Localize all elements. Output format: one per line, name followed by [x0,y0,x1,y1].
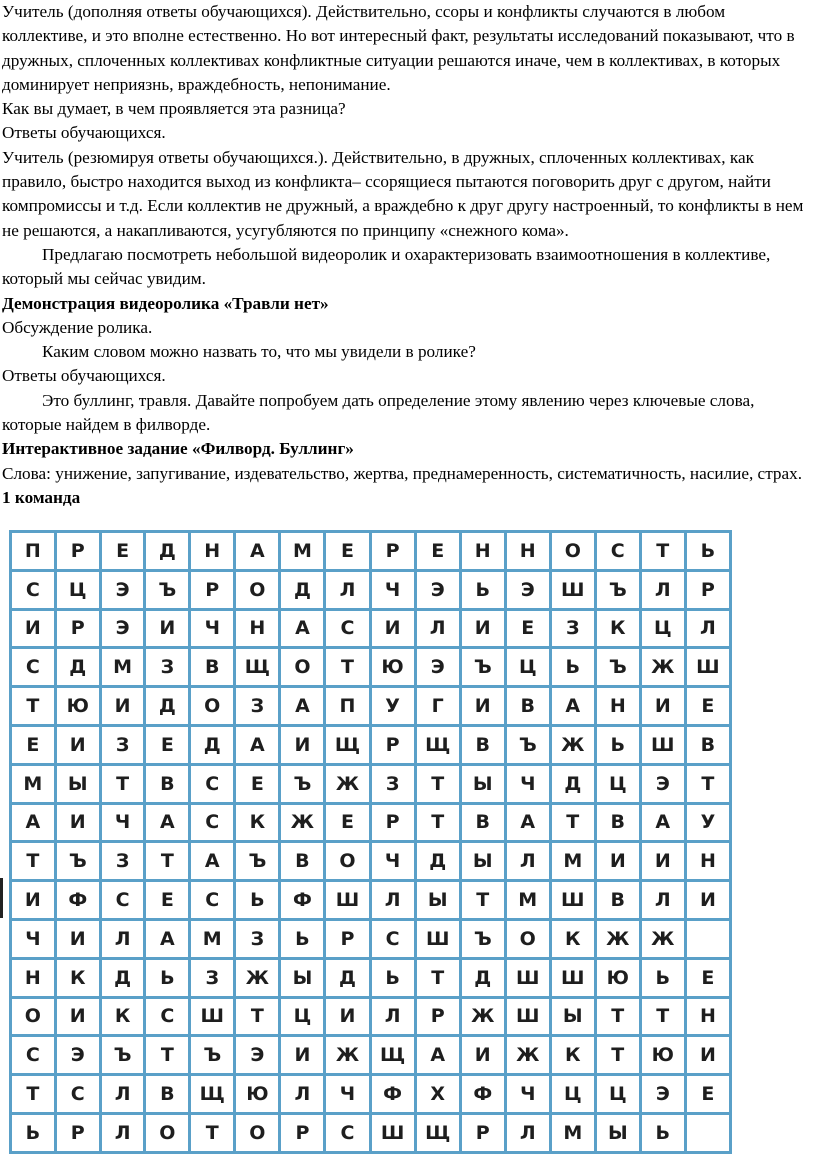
grid-cell[interactable]: Ч [370,842,415,881]
grid-cell[interactable]: Р [370,803,415,842]
grid-cell[interactable]: С [11,648,56,687]
grid-cell[interactable]: Ъ [100,1036,145,1075]
grid-cell[interactable]: В [190,648,235,687]
grid-cell[interactable]: Е [415,532,460,571]
grid-cell[interactable]: Н [505,532,550,571]
grid-cell[interactable]: О [145,1113,190,1152]
grid-cell[interactable]: Ш [640,725,685,764]
grid-row [11,1113,731,1152]
grid-cell[interactable]: Т [415,958,460,997]
grid-cell[interactable]: Т [190,1113,235,1152]
grid-cell[interactable]: О [11,997,56,1036]
grid-cell[interactable]: Ц [640,609,685,648]
grid-cell[interactable]: Е [11,725,56,764]
grid-cell[interactable]: Ф [280,881,325,920]
grid-cell[interactable]: А [235,725,280,764]
grid-cell[interactable]: Т [100,764,145,803]
grid-cell[interactable]: О [280,648,325,687]
grid-cell[interactable]: Ш [505,958,550,997]
grid-cell[interactable]: Э [235,1036,280,1075]
grid-cell[interactable]: Т [11,842,56,881]
grid-cell[interactable]: Ч [325,1075,370,1114]
grid-cell[interactable]: Ц [505,648,550,687]
grid-cell[interactable]: Н [685,997,730,1036]
grid-cell[interactable]: Т [415,803,460,842]
grid-cell[interactable]: Ц [595,764,640,803]
paragraph-teacher-1: Учитель (дополняя ответы обучающихся). Действительно, ссоры и конфликты случаются в любом коллективе, и это вполне естественно. Но вот интересный факт, результаты исследований показывают, что в дружных, сплоченных коллективах конфликтные ситуации решаются иначе, чем в коллективах, в которых доминирует неприязнь, враждебность, непонимание. [2,2,795,94]
grid-cell[interactable]: В [460,725,505,764]
heading-team-1: 1 команда [2,487,81,507]
grid-cell[interactable]: С [145,997,190,1036]
grid-cell[interactable]: Э [640,764,685,803]
grid-cell[interactable]: И [100,687,145,726]
grid-cell[interactable]: А [415,1036,460,1075]
grid-cell[interactable]: Т [595,997,640,1036]
grid-cell[interactable]: Д [145,532,190,571]
grid-cell[interactable]: Р [190,570,235,609]
grid-cell[interactable]: Р [370,532,415,571]
grid-cell[interactable]: Ж [595,919,640,958]
word-search-grid-container [9,530,732,1176]
paragraph-word-list: Слова: унижение, запугивание, издевательство, жертва, преднамеренность, систематичность, насилие, страх. [2,463,803,483]
grid-cell[interactable]: К [550,1036,595,1075]
grid-cell[interactable]: З [235,919,280,958]
grid-cell[interactable]: Ц [550,1075,595,1114]
grid-cell[interactable]: Ы [550,997,595,1036]
grid-cell[interactable]: М [505,881,550,920]
grid-cell[interactable]: И [370,609,415,648]
grid-cell[interactable]: Ъ [280,764,325,803]
grid-cell[interactable]: Ъ [505,725,550,764]
grid-cell[interactable]: Н [685,842,730,881]
grid-cell[interactable]: Е [685,958,730,997]
grid-cell[interactable]: Ь [145,958,190,997]
grid-cell[interactable]: Ж [640,919,685,958]
grid-cell[interactable]: Ф [460,1075,505,1114]
grid-cell[interactable]: М [280,532,325,571]
paragraph-video-intro: Предлагаю посмотреть небольшой видеоролик и охарактеризовать взаимоотношения в коллективе, который мы сейчас увидим. [2,244,771,289]
grid-cell[interactable]: Ж [325,1036,370,1075]
grid-cell[interactable]: А [190,842,235,881]
grid-cell[interactable]: А [505,803,550,842]
grid-cell[interactable]: И [640,687,685,726]
grid-row [11,648,731,687]
grid-cell[interactable]: С [11,1036,56,1075]
grid-cell[interactable]: Т [640,997,685,1036]
grid-cell[interactable]: Н [11,958,56,997]
grid-row [11,842,731,881]
grid-cell[interactable]: Г [415,687,460,726]
grid-cell[interactable]: Ш [550,958,595,997]
grid-cell[interactable]: О [505,919,550,958]
grid-cell[interactable]: Ъ [595,570,640,609]
grid-cell[interactable]: С [11,570,56,609]
grid-cell[interactable]: Ь [640,1113,685,1152]
grid-cell[interactable]: И [280,1036,325,1075]
page-edge-mark [0,878,3,918]
grid-cell[interactable]: Д [145,687,190,726]
grid-cell[interactable]: Ш [190,997,235,1036]
grid-cell[interactable]: Ж [640,648,685,687]
grid-cell[interactable]: Ь [235,881,280,920]
grid-cell[interactable]: Ц [55,570,100,609]
grid-cell[interactable]: Ч [11,919,56,958]
grid-cell[interactable]: Щ [370,1036,415,1075]
grid-cell[interactable]: И [280,725,325,764]
grid-row [11,725,731,764]
grid-cell[interactable]: З [235,687,280,726]
grid-cell[interactable]: В [595,803,640,842]
grid-cell[interactable]: Л [505,842,550,881]
grid-cell[interactable]: Ч [505,764,550,803]
grid-cell[interactable]: С [190,764,235,803]
grid-cell[interactable]: Ш [370,1113,415,1152]
grid-cell[interactable]: Т [685,764,730,803]
grid-cell[interactable]: Л [640,570,685,609]
grid-cell[interactable]: Р [55,1113,100,1152]
grid-cell[interactable]: С [190,881,235,920]
grid-cell[interactable]: Л [100,1075,145,1114]
grid-cell[interactable]: К [100,997,145,1036]
grid-row [11,609,731,648]
paragraph-discussion: Обсуждение ролика. [2,317,153,337]
grid-cell[interactable]: Ы [595,1113,640,1152]
grid-cell[interactable]: Р [55,532,100,571]
grid-cell[interactable]: П [325,687,370,726]
grid-cell[interactable]: Л [325,570,370,609]
grid-cell[interactable]: И [640,842,685,881]
grid-cell[interactable]: И [595,842,640,881]
paragraph-question: Как вы думает, в чем проявляется эта разница? [2,99,346,119]
grid-cell[interactable]: Ф [55,881,100,920]
grid-cell[interactable]: Р [280,1113,325,1152]
grid-cell[interactable]: Е [145,881,190,920]
grid-cell[interactable]: Щ [325,725,370,764]
grid-cell[interactable]: Ч [190,609,235,648]
grid-cell[interactable]: Э [100,570,145,609]
grid-cell[interactable]: В [145,764,190,803]
grid-row [11,881,731,920]
grid-cell[interactable]: Ж [280,803,325,842]
grid-cell[interactable]: С [55,1075,100,1114]
grid-cell[interactable]: Т [325,648,370,687]
grid-cell[interactable]: Т [640,532,685,571]
grid-cell[interactable]: Т [235,997,280,1036]
grid-cell[interactable]: Р [415,997,460,1036]
grid-cell[interactable]: Ъ [460,648,505,687]
grid-row [11,764,731,803]
grid-cell[interactable]: Д [550,764,595,803]
grid-cell[interactable]: Ь [370,958,415,997]
grid-cell[interactable]: Ш [415,919,460,958]
grid-cell[interactable]: Ь [11,1113,56,1152]
grid-cell[interactable]: Л [100,1113,145,1152]
grid-cell[interactable]: Ш [505,997,550,1036]
grid-cell[interactable]: Ц [595,1075,640,1114]
heading-interactive-task: Интерактивное задание «Филворд. Буллинг» [2,439,354,459]
paragraph-bullying-definition: Это буллинг, травля. Давайте попробуем дать определение этому явлению через ключевые слова, которые найдем в филворде. [2,390,755,435]
grid-cell[interactable]: Ь [640,958,685,997]
grid-cell[interactable]: Т [550,803,595,842]
grid-cell[interactable]: Ь [280,919,325,958]
grid-cell[interactable]: О [190,687,235,726]
grid-cell[interactable]: Н [595,687,640,726]
grid-cell[interactable]: Т [145,842,190,881]
grid-cell[interactable]: Ю [640,1036,685,1075]
grid-cell[interactable]: У [370,687,415,726]
grid-cell[interactable]: Е [325,532,370,571]
grid-cell[interactable]: Д [325,958,370,997]
grid-cell[interactable]: Л [100,919,145,958]
grid-cell[interactable]: И [11,609,56,648]
grid-cell[interactable]: М [550,842,595,881]
grid-cell[interactable]: Ч [505,1075,550,1114]
grid-cell[interactable]: Ж [505,1036,550,1075]
grid-cell[interactable]: Д [415,842,460,881]
grid-cell[interactable]: Е [505,609,550,648]
grid-cell[interactable]: И [460,1036,505,1075]
grid-cell[interactable]: Л [640,881,685,920]
grid-cell[interactable]: Р [685,570,730,609]
grid-row [11,803,731,842]
grid-cell[interactable]: Л [505,1113,550,1152]
grid-cell[interactable]: П [11,532,56,571]
grid-cell[interactable] [685,1113,730,1152]
grid-cell[interactable]: И [55,803,100,842]
grid-cell[interactable]: А [145,803,190,842]
grid-cell[interactable]: З [190,958,235,997]
grid-cell[interactable]: К [235,803,280,842]
grid-cell[interactable]: Ъ [235,842,280,881]
grid-cell[interactable]: В [460,803,505,842]
grid-cell[interactable]: С [595,532,640,571]
grid-cell[interactable]: Р [370,725,415,764]
grid-cell[interactable]: И [685,1036,730,1075]
grid-cell[interactable]: Ы [415,881,460,920]
grid-cell[interactable]: Н [190,532,235,571]
grid-cell[interactable]: В [595,881,640,920]
grid-cell[interactable]: Е [325,803,370,842]
grid-cell[interactable]: Х [415,1075,460,1114]
grid-cell[interactable]: Т [595,1036,640,1075]
grid-cell[interactable]: Д [100,958,145,997]
grid-cell[interactable]: Э [415,570,460,609]
grid-cell[interactable]: Ш [685,648,730,687]
grid-cell[interactable]: З [550,609,595,648]
grid-cell[interactable]: С [100,881,145,920]
grid-cell[interactable]: Ъ [190,1036,235,1075]
grid-cell[interactable]: Д [190,725,235,764]
grid-cell[interactable]: Ж [325,764,370,803]
grid-cell[interactable]: Ж [550,725,595,764]
grid-cell[interactable]: Е [685,1075,730,1114]
grid-cell[interactable]: И [685,881,730,920]
grid-cell[interactable]: Э [100,609,145,648]
grid-cell[interactable]: О [550,532,595,571]
grid-cell[interactable]: А [145,919,190,958]
grid-cell[interactable]: Ю [55,687,100,726]
grid-cell[interactable]: Е [145,725,190,764]
grid-cell[interactable]: В [505,687,550,726]
grid-cell[interactable]: М [190,919,235,958]
grid-cell[interactable]: Т [415,764,460,803]
grid-cell[interactable]: Щ [415,1113,460,1152]
grid-cell[interactable]: А [280,609,325,648]
grid-cell[interactable]: С [325,1113,370,1152]
grid-cell[interactable]: Ъ [460,919,505,958]
grid-cell[interactable]: Р [460,1113,505,1152]
grid-cell[interactable]: Ч [100,803,145,842]
grid-cell[interactable]: Э [55,1036,100,1075]
grid-cell[interactable]: Ш [550,570,595,609]
grid-cell[interactable]: Л [280,1075,325,1114]
grid-cell[interactable]: Щ [235,648,280,687]
grid-cell[interactable]: И [145,609,190,648]
grid-cell[interactable]: В [685,725,730,764]
grid-cell[interactable]: Э [415,648,460,687]
grid-cell[interactable]: Н [460,532,505,571]
grid-cell[interactable]: Р [55,609,100,648]
grid-cell[interactable]: Э [505,570,550,609]
document-page [0,0,814,510]
grid-cell[interactable]: Д [280,570,325,609]
grid-cell[interactable]: Ы [55,764,100,803]
grid-cell[interactable]: А [11,803,56,842]
grid-cell[interactable]: Л [685,609,730,648]
grid-row [11,919,731,958]
grid-cell[interactable]: Ы [460,764,505,803]
grid-cell[interactable] [685,919,730,958]
grid-cell[interactable]: З [100,725,145,764]
grid-cell[interactable]: О [325,842,370,881]
grid-cell[interactable]: Э [640,1075,685,1114]
grid-cell[interactable]: Е [100,532,145,571]
paragraph-question-2: Каким словом можно назвать то, что мы увидели в ролике? [42,342,476,362]
grid-cell[interactable]: Т [145,1036,190,1075]
grid-cell[interactable]: Д [55,648,100,687]
word-search-grid [9,530,732,1154]
grid-cell[interactable]: Т [11,1075,56,1114]
grid-cell[interactable]: Ь [685,532,730,571]
grid-cell[interactable]: И [55,725,100,764]
grid-cell[interactable]: Д [460,958,505,997]
grid-cell[interactable]: Т [11,687,56,726]
grid-cell[interactable]: К [550,919,595,958]
grid-cell[interactable]: Е [685,687,730,726]
grid-cell[interactable]: И [325,997,370,1036]
grid-cell[interactable]: И [55,997,100,1036]
grid-cell[interactable]: М [100,648,145,687]
grid-cell[interactable]: Ж [460,997,505,1036]
grid-cell[interactable]: Ю [370,648,415,687]
grid-cell[interactable]: У [685,803,730,842]
grid-cell[interactable]: А [280,687,325,726]
grid-cell[interactable]: Л [415,609,460,648]
grid-cell[interactable]: Р [325,919,370,958]
grid-cell[interactable]: Ж [235,958,280,997]
grid-cell[interactable]: Ы [460,842,505,881]
grid-row [11,958,731,997]
grid-cell[interactable]: Ц [280,997,325,1036]
grid-cell[interactable]: З [370,764,415,803]
grid-cell[interactable]: М [11,764,56,803]
grid-row [11,687,731,726]
grid-cell[interactable]: Ь [460,570,505,609]
paragraph-student-answers-2: Ответы обучающихся. [2,366,166,386]
grid-cell[interactable]: Ъ [595,648,640,687]
grid-row [11,1036,731,1075]
grid-cell[interactable]: К [595,609,640,648]
grid-row [11,997,731,1036]
grid-cell[interactable]: Ш [550,881,595,920]
grid-cell[interactable]: В [280,842,325,881]
grid-cell[interactable]: Л [370,997,415,1036]
grid-cell[interactable]: А [640,803,685,842]
grid-cell[interactable]: Щ [190,1075,235,1114]
grid-cell[interactable]: С [325,609,370,648]
grid-cell[interactable]: Ю [595,958,640,997]
heading-video-demo: Демонстрация видеоролика «Травли нет» [2,293,329,313]
grid-cell[interactable]: И [460,609,505,648]
grid-cell[interactable]: З [145,648,190,687]
grid-cell[interactable]: И [460,687,505,726]
grid-cell[interactable]: З [100,842,145,881]
grid-cell[interactable]: Ч [370,570,415,609]
grid-cell[interactable]: Ъ [145,570,190,609]
grid-cell[interactable]: А [235,532,280,571]
grid-cell[interactable]: С [190,803,235,842]
grid-cell[interactable]: О [235,1113,280,1152]
paragraph-teacher-2: Учитель (резюмируя ответы обучающихся.). Действительно, в дружных, сплоченных коллективах, как правило, быстро находится выход из конфликта– ссорящиеся пытаются поговорить друг с другом, найти компромиссы и т.д. Если коллектив не дружный, а враждебно к друг другу настроенный, то конфликты в нем не решаются, а накапливаются, усугубляются по принципу «снежного кома». [2,147,804,240]
grid-row [11,570,731,609]
grid-cell[interactable]: В [145,1075,190,1114]
paragraph-student-answers-1: Ответы обучающихся. [2,123,166,143]
grid-cell[interactable]: Щ [415,725,460,764]
grid-cell[interactable]: Л [370,881,415,920]
grid-cell[interactable]: М [550,1113,595,1152]
grid-cell[interactable]: О [235,570,280,609]
grid-cell[interactable]: Н [235,609,280,648]
grid-cell[interactable]: Ь [550,648,595,687]
grid-cell[interactable]: К [55,958,100,997]
grid-cell[interactable]: Ф [370,1075,415,1114]
grid-row [11,532,731,571]
grid-cell[interactable]: Ы [280,958,325,997]
grid-cell[interactable]: И [11,881,56,920]
grid-cell[interactable]: Ш [325,881,370,920]
grid-cell[interactable]: А [550,687,595,726]
grid-cell[interactable]: Ю [235,1075,280,1114]
grid-cell[interactable]: Ь [595,725,640,764]
grid-cell[interactable]: И [55,919,100,958]
grid-cell[interactable]: Е [235,764,280,803]
grid-cell[interactable]: С [370,919,415,958]
grid-row [11,1075,731,1114]
grid-cell[interactable]: Ъ [55,842,100,881]
grid-cell[interactable]: Т [460,881,505,920]
